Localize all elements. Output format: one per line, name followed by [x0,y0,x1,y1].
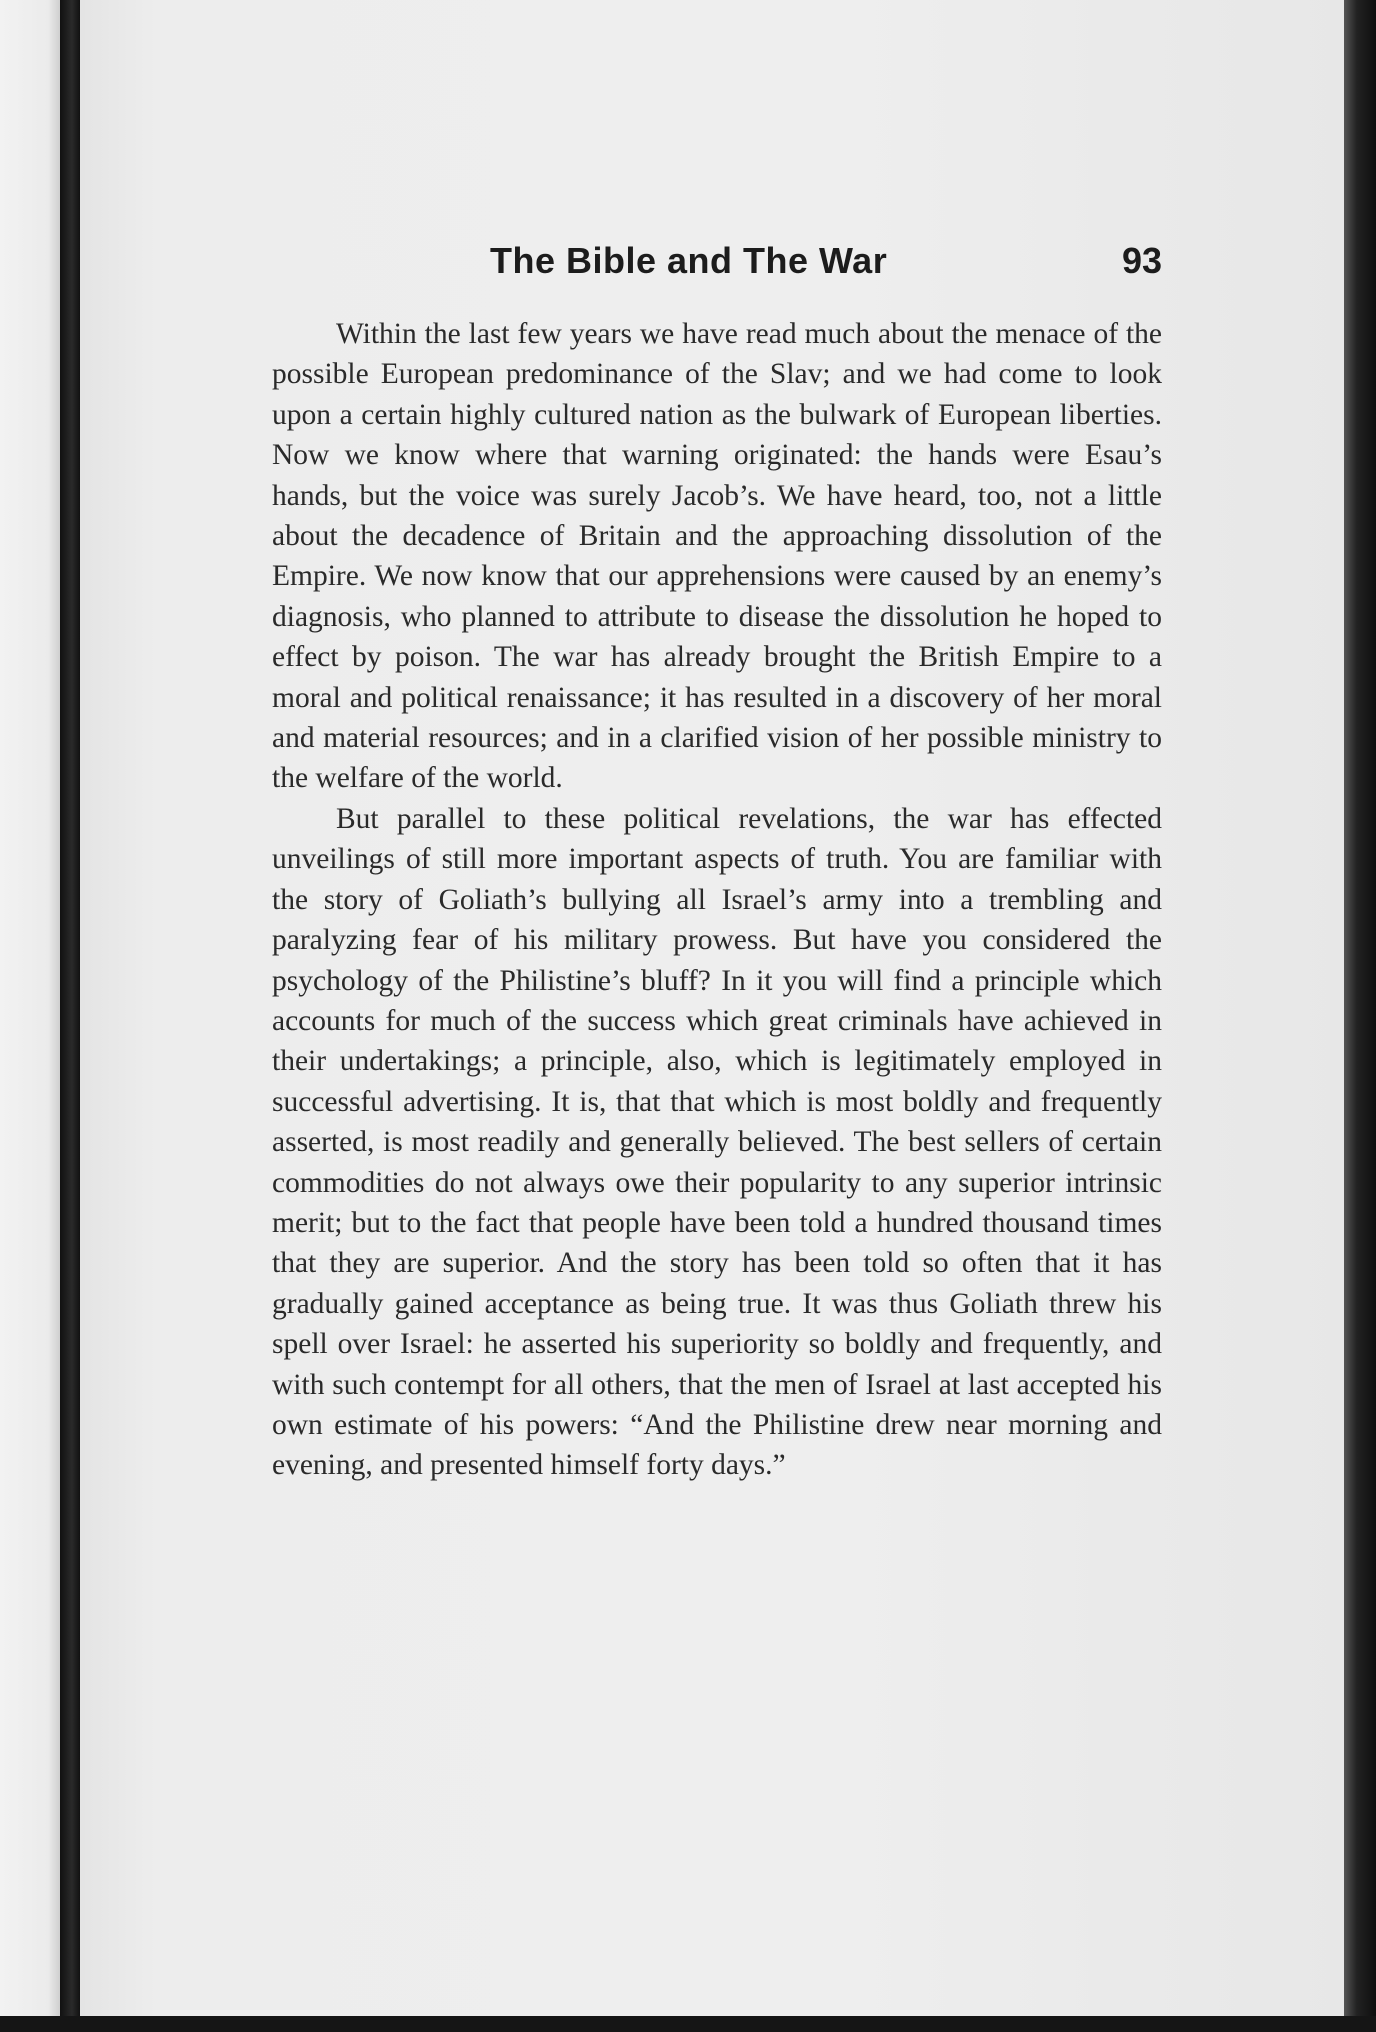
right-page-edge [1344,0,1376,2032]
running-title: The Bible and The War [490,240,888,281]
page-number: 93 [1121,240,1162,281]
left-page-edge [0,0,60,2032]
running-head [280,240,1162,296]
paragraph: But parallel to these political revelations, the war has effected unveilings of still more important aspects of truth. You are familiar with the story of Goliath’s bullying all Israel’s army into a trembling and paralyzing fear of his military prowess. But have you considered the psychology of the Philistine’s bluff? In it you will find a principle which accounts for much of the success which great criminals have achieved in their undertakings; a principle, also, which is legitimately employed in successful advertising. It is, that that which is most boldly and frequently asserted, is most readily and generally believed. The best sellers of certain commodities do not always owe their popularity to any superior intrinsic merit; but to the fact that people have been told a hundred thousand times that they are superior. And the story has been told so often that it has gradually gained acceptance as being true. It was thus Goliath threw his spell over Israel: he asserted his superiority so boldly and frequently, and with such contempt for all others, that the men of Israel at last accepted his own estimate of his powers: “And the Philistine drew near morning and evening, and presented himself forty days.” [272,802,1162,1482]
book-gutter [60,0,80,2032]
bottom-page-edge [0,2016,1376,2032]
body-text [272,314,1162,1486]
paragraph: Within the last few years we have read much about the menace of the possible European predominance of the Slav; and we had come to look upon a certain highly cultured nation as the bulwark of European liberties. Now we know where that warning originated: the hands were Esau’s hands, but the voice was surely Jacob’s. We have heard, too, not a little about the decadence of Britain and the approaching dissolution of the Empire. We now know that our apprehensions were caused by an enemy’s diagnosis, who planned to attribute to disease the dissolution he hoped to effect by poison. The war has already brought the British Empire to a moral and political renaissance; it has resulted in a discovery of her moral and material resources; and in a clarified vision of her possible ministry to the welfare of the world. [272,318,1162,795]
